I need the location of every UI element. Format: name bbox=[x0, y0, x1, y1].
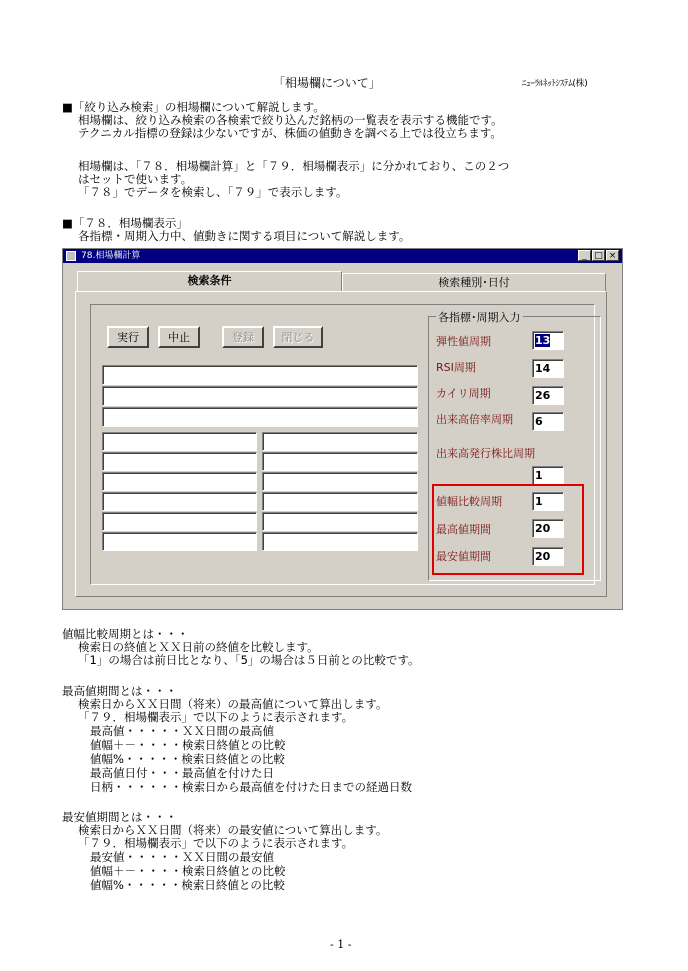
highlight-box bbox=[432, 484, 584, 575]
minimize-icon[interactable]: _ bbox=[578, 250, 591, 261]
param-input[interactable]: 1 bbox=[532, 492, 564, 511]
section1-line: はセットで使います。 bbox=[78, 172, 193, 186]
desc2-item: 値幅＋－・・・・検索日終値との比較 bbox=[90, 738, 286, 752]
desc2-item: 日柄・・・・・・検索日から最高値を付けた日までの経過日数 bbox=[90, 780, 412, 794]
text-field[interactable] bbox=[262, 472, 418, 491]
stop-button[interactable]: 中止 bbox=[158, 326, 200, 348]
desc3-item: 値幅%・・・・・検索日終値との比較 bbox=[90, 878, 285, 892]
section1-line: 相場欄は、「７８．相場欄計算」と「７９．相場欄表示」に分かれており、この２つ bbox=[78, 159, 510, 173]
maximize-icon[interactable]: □ bbox=[592, 250, 605, 261]
param-input[interactable]: 26 bbox=[532, 386, 564, 405]
desc2-item: 最高値日付・・・最高値を付けた日 bbox=[90, 766, 274, 780]
param-input[interactable]: 1 bbox=[532, 466, 564, 485]
company-name: ﾆｭｰﾗﾙﾈｯﾄｼｽﾃﾑ(株) bbox=[522, 79, 588, 89]
page-number: - 1 - bbox=[330, 938, 352, 951]
run-button[interactable]: 実行 bbox=[107, 326, 149, 348]
param-input[interactable]: 20 bbox=[532, 519, 564, 538]
section1-line: テクニカル指標の登録は少ないですが、株価の値動きを調べる上では役立ちます。 bbox=[78, 126, 502, 140]
param-label: 弾性値周期 bbox=[436, 335, 491, 348]
text-field[interactable] bbox=[102, 386, 418, 406]
text-field[interactable] bbox=[102, 512, 257, 531]
param-input[interactable]: 20 bbox=[532, 547, 564, 566]
desc1-line: 「1」の場合は前日比となり、「5」の場合は５日前との比較です。 bbox=[78, 653, 420, 667]
text-field[interactable] bbox=[262, 432, 418, 451]
window-controls bbox=[578, 250, 619, 261]
section1-line: 相場欄は、絞り込み検索の各検索で絞り込んだ銘柄の一覧表を表示する機能です。 bbox=[78, 113, 503, 127]
section2-subheading: 各指標・周期入力中、値動きに関する項目について解説します。 bbox=[78, 229, 411, 243]
param-label: 最高値期間 bbox=[436, 523, 491, 536]
register-button[interactable]: 登録 bbox=[222, 326, 264, 348]
dialog-titlebar bbox=[63, 249, 622, 263]
param-label: 値幅比較周期 bbox=[436, 495, 502, 508]
desc2-line: 「７９．相場欄表示」で以下のように表示されます。 bbox=[78, 710, 354, 724]
param-input[interactable]: 6 bbox=[532, 412, 564, 431]
text-field[interactable] bbox=[102, 365, 418, 385]
desc3-heading: 最安値期間とは・・・ bbox=[62, 810, 177, 824]
text-field[interactable] bbox=[102, 432, 257, 451]
text-field[interactable] bbox=[102, 452, 257, 471]
text-field[interactable] bbox=[262, 492, 418, 511]
desc1-line: 検索日の終値とＸＸ日前の終値を比較します。 bbox=[78, 640, 319, 654]
desc3-item: 最安値・・・・・ＸＸ日間の最安値 bbox=[90, 850, 274, 864]
page-title: 「相場欄について」 bbox=[273, 76, 381, 90]
section1-line: 「７８」でデータを検索し、「７９」で表示します。 bbox=[78, 185, 348, 199]
param-label: 出来高倍率周期 bbox=[436, 413, 513, 426]
text-field[interactable] bbox=[102, 532, 257, 551]
app-icon bbox=[66, 251, 76, 261]
dialog-title: 78.相場欄計算 bbox=[81, 251, 141, 261]
text-field[interactable] bbox=[262, 532, 418, 551]
section1-heading: ■「絞り込み検索」の相場欄について解説します。 bbox=[62, 100, 325, 114]
desc3-line: 検索日からＸＸ日間（将来）の最安値について算出します。 bbox=[78, 823, 388, 837]
tab-search-type-date[interactable]: 検索種別･日付 bbox=[342, 273, 606, 291]
close-button[interactable]: 閉じる bbox=[273, 326, 323, 348]
text-field[interactable] bbox=[102, 492, 257, 511]
text-field[interactable] bbox=[102, 472, 257, 491]
tab-search-conditions[interactable]: 検索条件 bbox=[77, 271, 342, 291]
section2-heading: ■「７８．相場欄表示」 bbox=[62, 216, 188, 230]
desc2-line: 検索日からＸＸ日間（将来）の最高値について算出します。 bbox=[78, 697, 388, 711]
param-input[interactable]: 14 bbox=[532, 359, 564, 378]
desc2-item: 最高値・・・・・ＸＸ日間の最高値 bbox=[90, 724, 274, 738]
desc2-item: 値幅%・・・・・検索日終値との比較 bbox=[90, 752, 285, 766]
param-label: カイリ周期 bbox=[436, 387, 491, 400]
desc3-item: 値幅＋－・・・・検索日終値との比較 bbox=[90, 864, 286, 878]
param-input[interactable]: 13 bbox=[532, 331, 564, 350]
text-field[interactable] bbox=[262, 512, 418, 531]
desc3-line: 「７９．相場欄表示」で以下のように表示されます。 bbox=[78, 836, 354, 850]
text-field[interactable] bbox=[262, 452, 418, 471]
close-icon[interactable]: × bbox=[606, 250, 619, 261]
text-field[interactable] bbox=[102, 407, 418, 427]
param-label: RSI周期 bbox=[436, 361, 476, 374]
params-group-title: 各指標･周期入力 bbox=[438, 311, 521, 324]
param-label: 出来高発行株比周期 bbox=[436, 447, 535, 460]
desc2-heading: 最高値期間とは・・・ bbox=[62, 684, 177, 698]
desc1-heading: 値幅比較周期とは・・・ bbox=[62, 627, 189, 641]
param-label: 最安値期間 bbox=[436, 550, 491, 563]
